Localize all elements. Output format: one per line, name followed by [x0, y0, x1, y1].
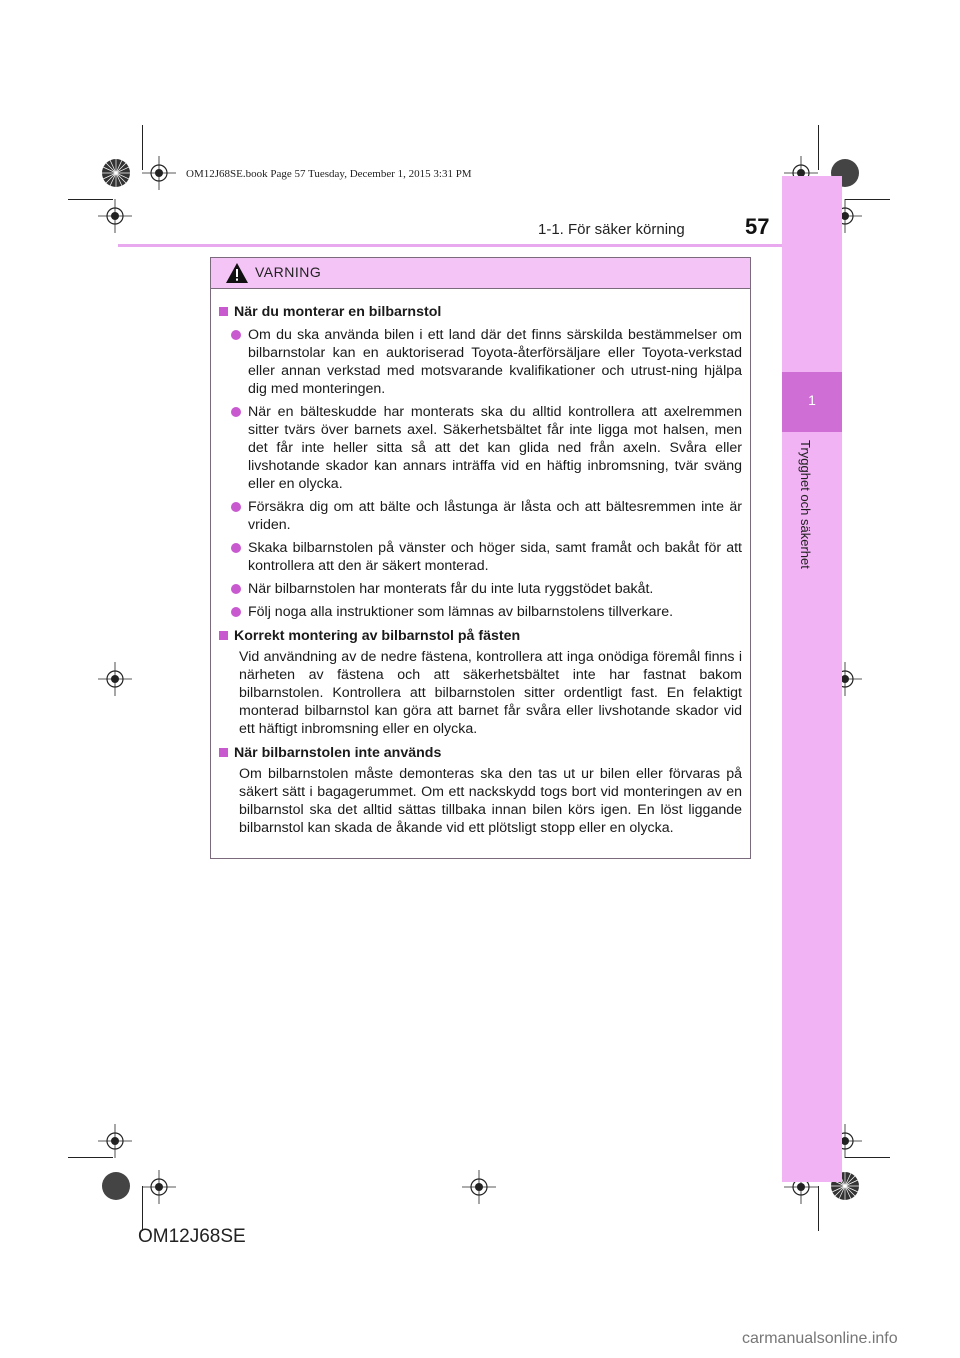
crop-line [68, 1157, 113, 1158]
section-heading: När bilbarnstolen inte används [219, 744, 742, 762]
warning-triangle-icon [225, 262, 249, 284]
crop-line [845, 199, 890, 200]
crop-line [818, 125, 819, 170]
round-bullet-icon [231, 584, 241, 594]
list-item: När bilbarnstolen har monterats får du inte luta ryggstödet bakåt. [231, 580, 742, 598]
warning-header [211, 258, 750, 289]
chapter-number: 1 [808, 392, 816, 408]
warning-label: VARNING [255, 264, 322, 280]
section-heading: Korrekt montering av bilbarnstol på fästen [219, 627, 742, 645]
round-bullet-icon [231, 543, 241, 553]
registration-mark-bottom-center [462, 1170, 496, 1204]
round-bullet-icon [231, 407, 241, 417]
watermark: carmanualsonline.info [742, 1330, 898, 1347]
square-bullet-icon [219, 307, 228, 316]
book-stamp: OM12J68SE.book Page 57 Tuesday, December 1, 2015 3:31 PM [186, 168, 472, 180]
list-item: När en bälteskudde har monterats ska du alltid kontrollera att axelremmen sitter tvärs över barnets axel. Säkerhetsbältet får inte ligga mot halsen, men det får inte heller sitta så att det kan glida ned från axeln. Svåra eller livshotande skador kan annars inträffa vid en häftig inbromsning, tvär sväng eller en olycka. [231, 403, 742, 493]
header-rule [118, 244, 782, 247]
chapter-label: Trygghet och säkerhet [798, 440, 813, 569]
warning-box [210, 257, 751, 859]
list-item: Om du ska använda bilen i ett land där det finns särskilda bestämmelser om bilbarnstolar kan en auktoriserad Toyota-återförsäljare eller Toyota-verkstad eller annan verkstad med motsvarande kvalifikationer och utrust-ning hjälpa dig med monteringen. [231, 326, 742, 398]
crop-line [68, 199, 113, 200]
section-title: 1-1. För säker körning [538, 221, 685, 238]
list-item: Följ noga alla instruktioner som lämnas av bilbarnstolens tillverkare. [231, 603, 742, 621]
round-bullet-icon [231, 607, 241, 617]
chapter-side-tab [782, 176, 842, 1182]
registration-mark-left-lower [98, 1124, 132, 1158]
round-bullet-icon [231, 502, 241, 512]
sunburst-mark-bottom-left [101, 1171, 131, 1201]
square-bullet-icon [219, 748, 228, 757]
crop-line [818, 1186, 819, 1231]
list-item: Försäkra dig om att bälte och låstunga är låsta och att bältesremmen inte är vriden. [231, 498, 742, 534]
page-number: 57 [745, 214, 770, 239]
square-bullet-icon [219, 631, 228, 640]
round-bullet-icon [231, 330, 241, 340]
crop-line [142, 1186, 143, 1231]
manual-code: OM12J68SE [138, 1226, 246, 1247]
paragraph: Vid användning av de nedre fästena, kontrollera att inga onödiga föremål finns i närheten av fästena och att säkerhetsbältet inte har fastnat bakom bilbarnstolen. Kontrollera att bilbarnstolen sitter ordentligt fast. En felaktigt monterad bilbarnstol kan göra att barnet får svåra eller livshotande skador vid ett häftigt inbromsning eller en olycka. [239, 649, 742, 737]
section-heading: När du monterar en bilbarnstol [219, 303, 742, 321]
sunburst-mark-top-left [101, 158, 131, 188]
warning-body [211, 289, 750, 837]
paragraph: Om bilbarnstolen måste demonteras ska den tas ut ur bilen eller förvaras på säkert sätt i bagagerummet. Om ett nackskydd togs bort vid monteringen av en bilbarnstol ska det alltid sättas tillbaka innan bilen körs igen. En löst liggande bilbarnstol kan skada de åkande vid ett plötsligt stopp eller en olycka. [239, 766, 742, 836]
registration-mark-left-middle [98, 662, 132, 696]
registration-mark-left-upper [98, 199, 132, 233]
crop-line [142, 125, 143, 170]
list-item: Skaka bilbarnstolen på vänster och höger sida, samt framåt och bakåt för att kontrollera att den är säkert monterad. [231, 539, 742, 575]
registration-mark-bottom-left [142, 1170, 176, 1204]
crop-line [845, 1157, 890, 1158]
registration-mark-top [142, 156, 176, 190]
